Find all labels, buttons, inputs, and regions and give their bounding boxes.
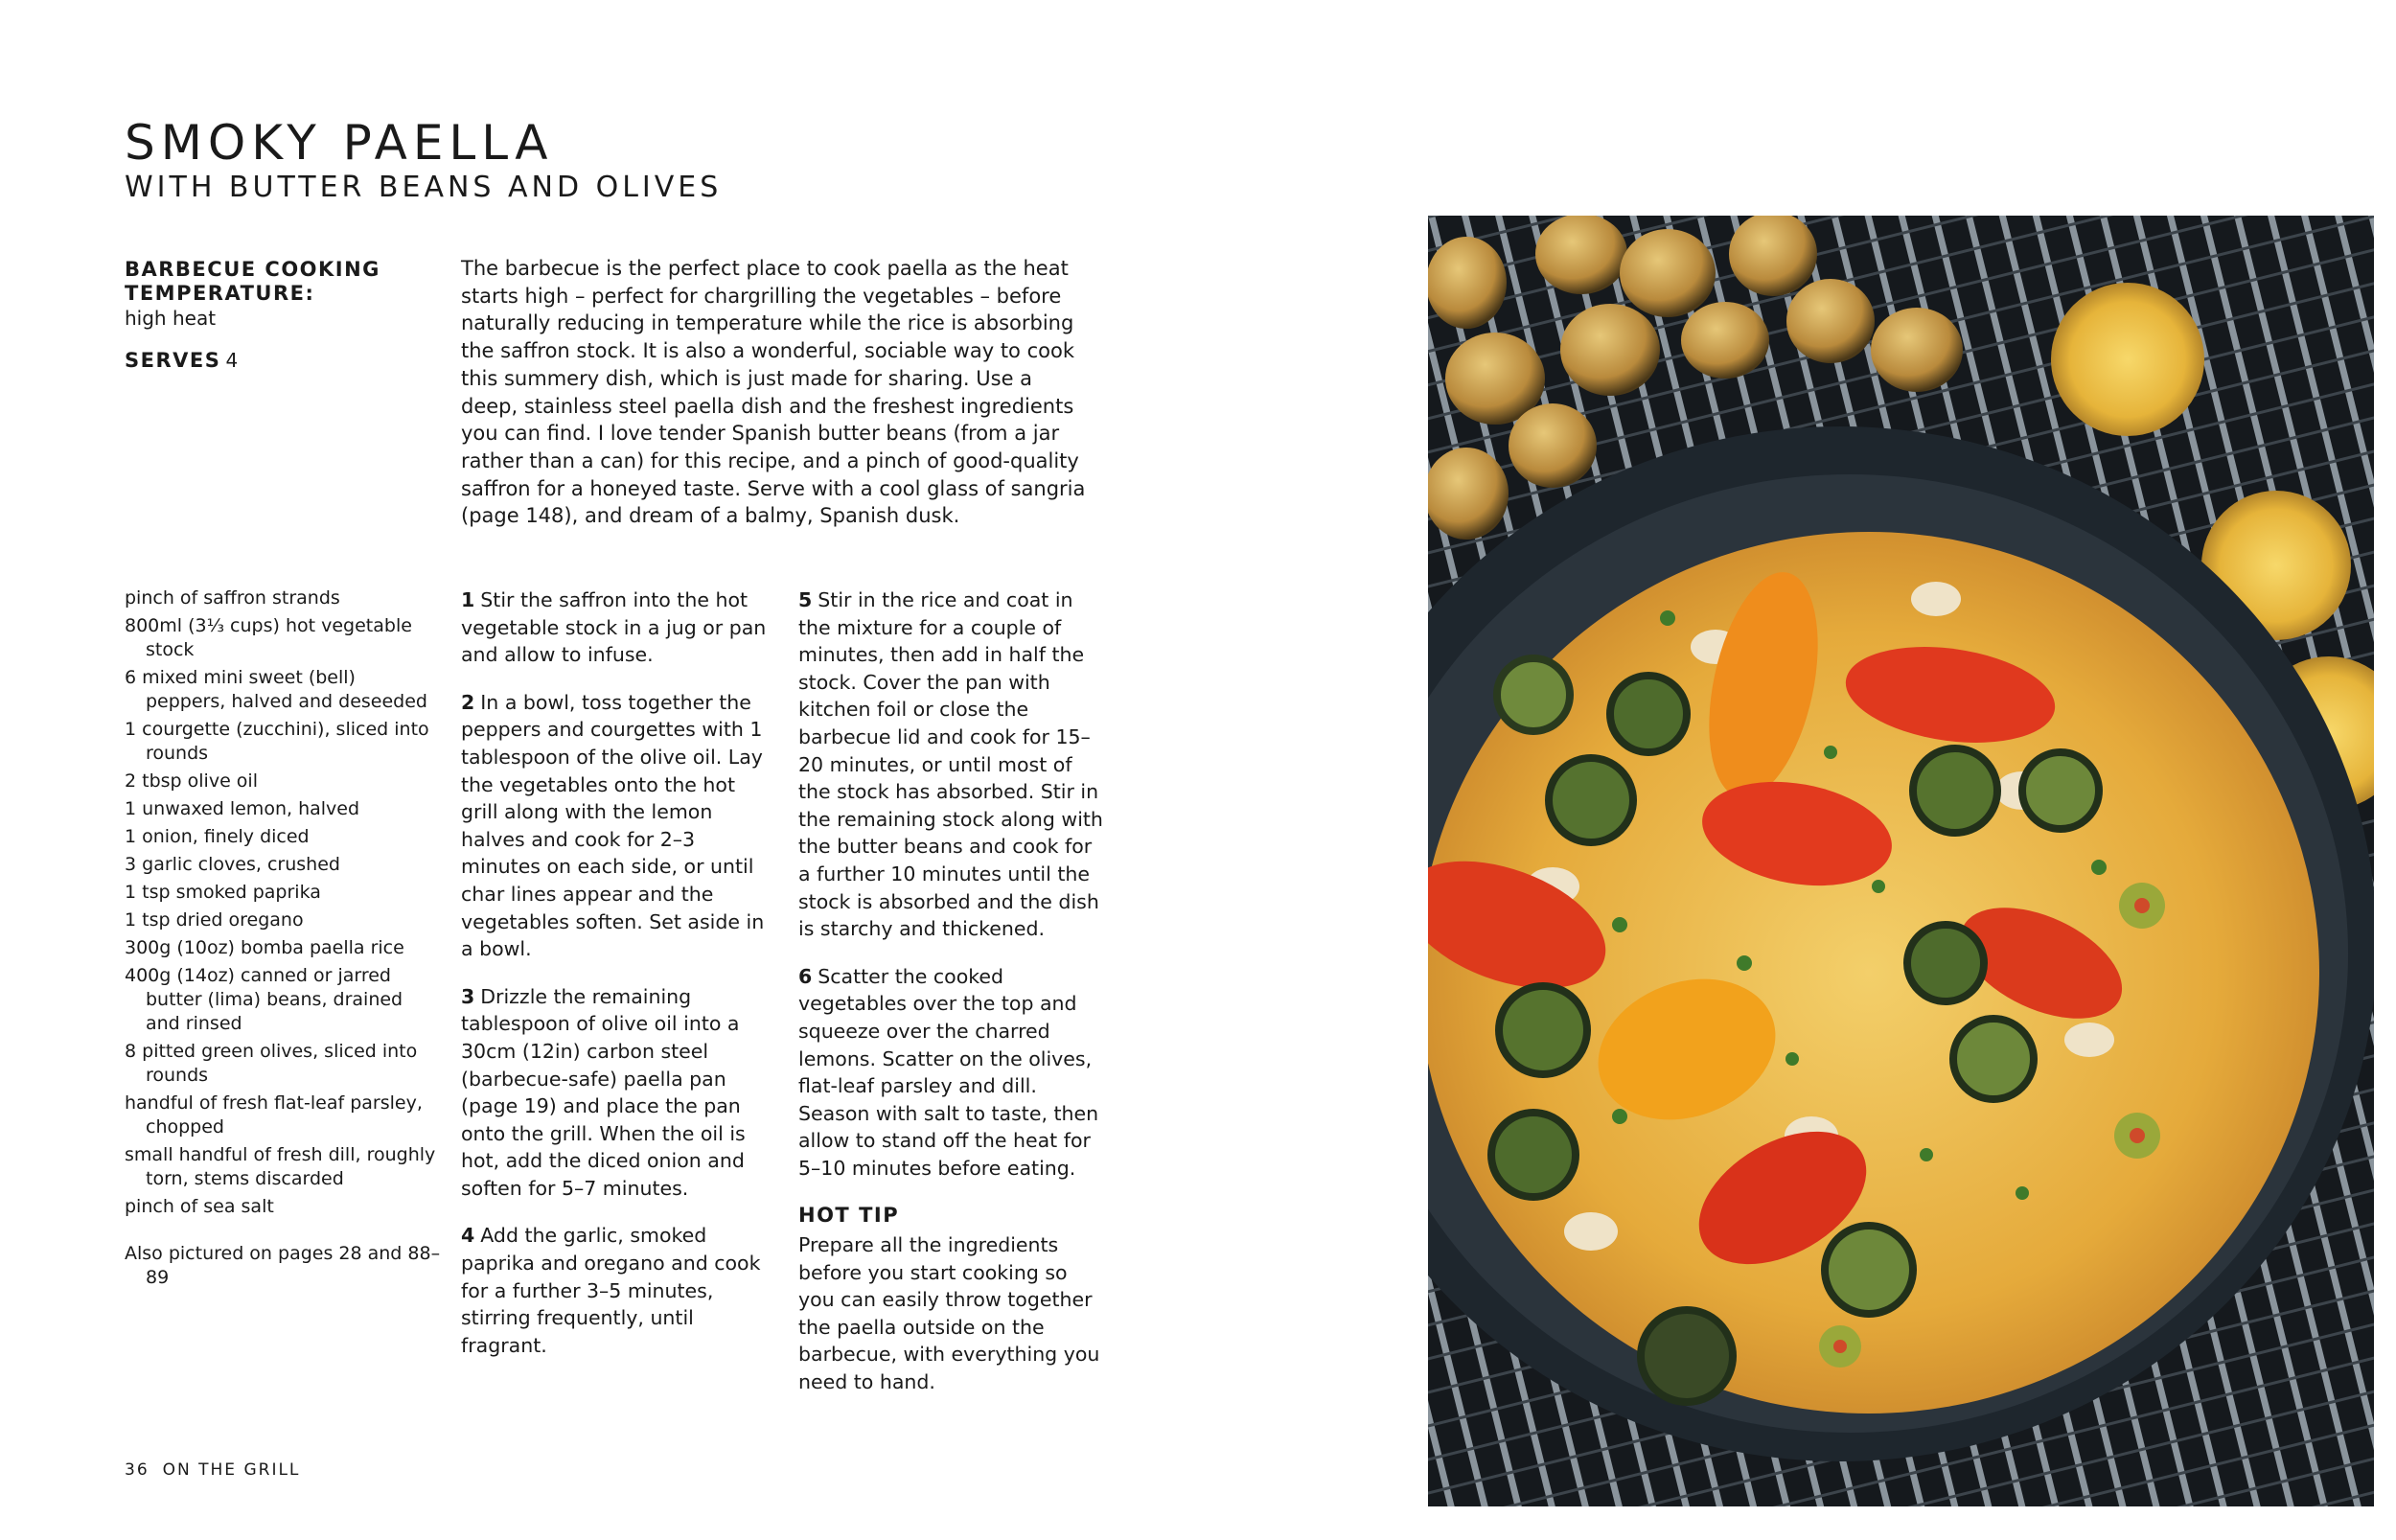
tip-heading: HOT TIP bbox=[798, 1204, 900, 1228]
ingredient-item: small handful of fresh dill, roughly torn, stems discarded bbox=[125, 1144, 436, 1189]
serves-value: 4 bbox=[225, 349, 239, 372]
ingredient-item: 6 mixed mini sweet (bell) peppers, halved and deseeded bbox=[125, 667, 427, 712]
ingredient-item: pinch of saffron strands bbox=[125, 587, 340, 609]
step-text: Drizzle the remaining tablespoon of olive oil into a 30cm (12in) carbon steel (barbecue-safe) paella pan (page 19) and place the pan onto the grill. When the oil is hot, add the diced onion and soften for 5–7 minutes. bbox=[461, 984, 746, 1200]
also-pictured-note: Also pictured on pages 28 and 88–89 bbox=[125, 1243, 441, 1288]
ingredient-item: 800ml (3⅓ cups) hot vegetable stock bbox=[125, 615, 412, 660]
method-step bbox=[798, 586, 1105, 943]
temperature-value: high heat bbox=[125, 307, 217, 330]
paella-photo bbox=[1428, 216, 2374, 1506]
temperature-label: BARBECUE COOKING TEMPERATURE: bbox=[125, 258, 380, 305]
method-column-1 bbox=[461, 586, 768, 1379]
step-text: Scatter the cooked vegetables over the top and squeeze over the charred lemons. Scatter on the olives, flat-leaf parsley and dill. Season with salt to taste, then allow to stand off the heat for 5–10 minutes before eating. bbox=[798, 964, 1099, 1180]
recipe-meta bbox=[125, 258, 412, 373]
page-number: 36 bbox=[125, 1460, 150, 1480]
section-name: ON THE GRILL bbox=[162, 1460, 301, 1480]
ingredient-item: 300g (10oz) bomba paella rice bbox=[125, 937, 404, 958]
ingredient-item: 3 garlic cloves, crushed bbox=[125, 854, 340, 875]
step-number: 1 bbox=[461, 588, 475, 611]
ingredient-item: 400g (14oz) canned or jarred butter (lima) beans, drained and rinsed bbox=[125, 965, 403, 1034]
ingredient-item: 1 tsp dried oregano bbox=[125, 909, 304, 931]
ingredient-item: 1 unwaxed lemon, halved bbox=[125, 798, 360, 819]
ingredient-item: 1 tsp smoked paprika bbox=[125, 882, 321, 903]
step-text: Add the garlic, smoked paprika and oregano and cook for a further 3–5 minutes, stirring frequently, until fragrant. bbox=[461, 1224, 761, 1357]
method-step bbox=[461, 689, 768, 963]
tip-text: Prepare all the ingredients before you start cooking so you can easily throw together the paella outside on the barbecue, with everything you need to hand. bbox=[798, 1233, 1100, 1394]
method-step bbox=[798, 963, 1105, 1183]
step-number: 6 bbox=[798, 964, 813, 988]
method-step bbox=[461, 586, 768, 669]
step-text: In a bowl, toss together the peppers and courgettes with 1 tablespoon of the olive oil. Lay the vegetables onto the hot grill along with the lemon halves and cook for 2–3 minutes on each side, or until char lines appear and the vegetables soften. Set aside in a bowl. bbox=[461, 690, 765, 961]
ingredient-list bbox=[125, 586, 441, 1294]
method-column-2 bbox=[798, 586, 1105, 1396]
step-text: Stir the saffron into the hot vegetable stock in a jug or pan and allow to infuse. bbox=[461, 588, 767, 667]
ingredient-item: 8 pitted green olives, sliced into rounds bbox=[125, 1041, 418, 1086]
method-step bbox=[461, 1222, 768, 1359]
serves-line bbox=[125, 348, 412, 373]
step-text: Stir in the rice and coat in the mixture for a couple of minutes, then add in half the stock. Cover the pan with kitchen foil or close the barbecue lid and cook for 15–20 minutes, or until most of the stock has absorbed. Stir in the remaining stock along with the butter beans and cook for a further 10 minutes until the stock is absorbed and the dish is starchy and thickened. bbox=[798, 588, 1103, 941]
page-footer bbox=[125, 1460, 313, 1480]
intro-paragraph: The barbecue is the perfect place to cook paella as the heat starts high – perfect for chargrilling the vegetables – before naturally reducing in temperature while the rice is absorbing the saffron stock. It is also a wonderful, sociable way to cook this summery dish, which is just made for sharing. Use a deep, stainless steel paella dish and the freshest ingredients you can find. I love tender Spanish butter beans (from a jar rather than a can) for this recipe, and a pinch of good-quality saffron for a honeyed taste. Serve with a cool glass of sangria (page 148), and dream of a balmy, Spanish dusk. bbox=[461, 257, 1086, 528]
step-number: 2 bbox=[461, 690, 475, 714]
step-number: 4 bbox=[461, 1224, 475, 1248]
recipe-subtitle: WITH BUTTER BEANS AND OLIVES bbox=[125, 171, 723, 204]
recipe-title: SMOKY PAELLA bbox=[125, 115, 554, 171]
serves-label: SERVES bbox=[125, 349, 221, 372]
step-number: 3 bbox=[461, 984, 475, 1008]
step-number: 5 bbox=[798, 588, 813, 611]
method-step bbox=[461, 983, 768, 1203]
ingredient-item: 1 courgette (zucchini), sliced into rounds bbox=[125, 719, 429, 764]
ingredient-item: 2 tbsp olive oil bbox=[125, 770, 258, 792]
ingredient-item: 1 onion, finely diced bbox=[125, 826, 310, 847]
ingredient-item: handful of fresh flat-leaf parsley, chopped bbox=[125, 1092, 423, 1138]
ingredient-item: pinch of sea salt bbox=[125, 1196, 274, 1217]
